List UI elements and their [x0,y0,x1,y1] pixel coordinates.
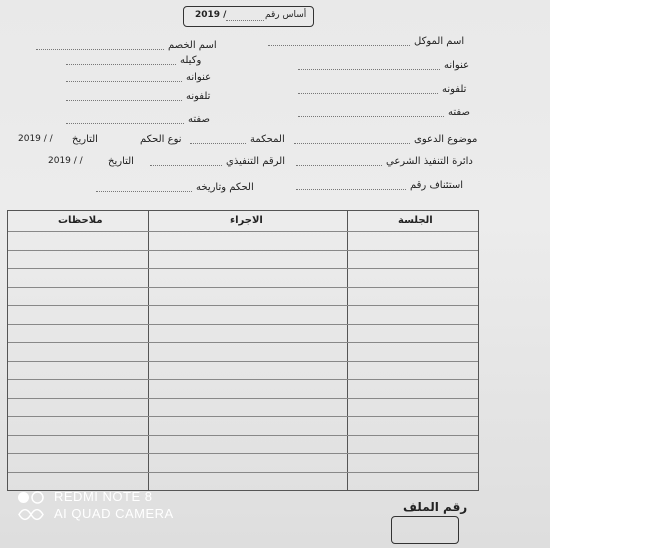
client-address-label: عنوانه [444,60,470,71]
table-row [8,231,478,232]
judgment-date-label: الحكم وتاريخه [196,182,254,193]
client-capacity-field[interactable] [298,116,444,117]
case-subject-field[interactable] [294,143,410,144]
client-capacity-label: صفته [448,107,470,118]
opponent-capacity-label: صفته [188,114,210,125]
table-row [8,453,478,454]
basis-year: 2019 / [195,10,227,20]
opponent-phone-field[interactable] [66,100,182,101]
watermark-camera: AI QUAD CAMERA [54,506,174,521]
file-number-box[interactable] [391,516,459,544]
client-phone-label: تلفونه [442,84,467,95]
opponent-agent-label: وكيله [180,55,202,66]
table-row [8,250,478,251]
opponent-address-label: عنوانه [186,72,212,83]
table-row [8,287,478,288]
table-row [8,416,478,417]
judgment-date-field[interactable] [96,191,192,192]
opponent-phone-label: تلفونه [186,91,211,102]
column-header-notes: ملاحظات [58,215,103,226]
basis-number-field[interactable] [226,20,264,21]
opponent-agent-field[interactable] [66,64,176,65]
table-row [8,379,478,380]
court-label: المحكمة [250,134,285,145]
client-address-field[interactable] [298,69,440,70]
appeal-number-field[interactable] [296,189,406,190]
date-value-1[interactable]: 2019 / / [18,134,53,144]
case-subject-label: موضوع الدعوى [414,134,478,145]
table-row [8,398,478,399]
execution-dept-label: دائرة التنفيذ الشرعي [386,156,473,167]
sessions-table [7,210,479,491]
court-field[interactable] [190,143,246,144]
table-row [8,324,478,325]
client-phone-field[interactable] [298,93,438,94]
column-header-session: الجلسة [398,215,433,226]
date-value-2[interactable]: 2019 / / [48,156,83,166]
execution-number-label: الرقم التنفيذي [226,156,285,167]
quad-camera-icon [17,508,45,521]
column-divider [347,211,348,490]
opponent-address-field[interactable] [66,81,182,82]
judgment-type-label: نوع الحكم [140,134,182,145]
table-row [8,305,478,306]
date-label-2: التاريخ [108,156,134,167]
execution-dept-field[interactable] [296,165,382,166]
table-row [8,435,478,436]
column-divider [148,211,149,490]
opponent-capacity-field[interactable] [66,123,184,124]
column-header-procedure: الاجراء [230,215,263,226]
camera-lens-icon [17,491,45,504]
opponent-name-label: اسم الخصم [168,40,217,51]
table-row [8,268,478,269]
client-name-label: اسم الموكل [414,36,465,47]
basis-label: أساس رقم [265,10,307,20]
execution-number-field[interactable] [150,165,222,166]
date-label-1: التاريخ [72,134,98,145]
file-number-label: رقم الملف [403,500,468,514]
opponent-name-field[interactable] [36,49,164,50]
watermark-model: REDMI NOTE 8 [54,489,153,504]
table-row [8,342,478,343]
client-name-field[interactable] [268,45,410,46]
table-row [8,361,478,362]
appeal-number-label: استئناف رقم [410,180,464,191]
table-row [8,472,478,473]
